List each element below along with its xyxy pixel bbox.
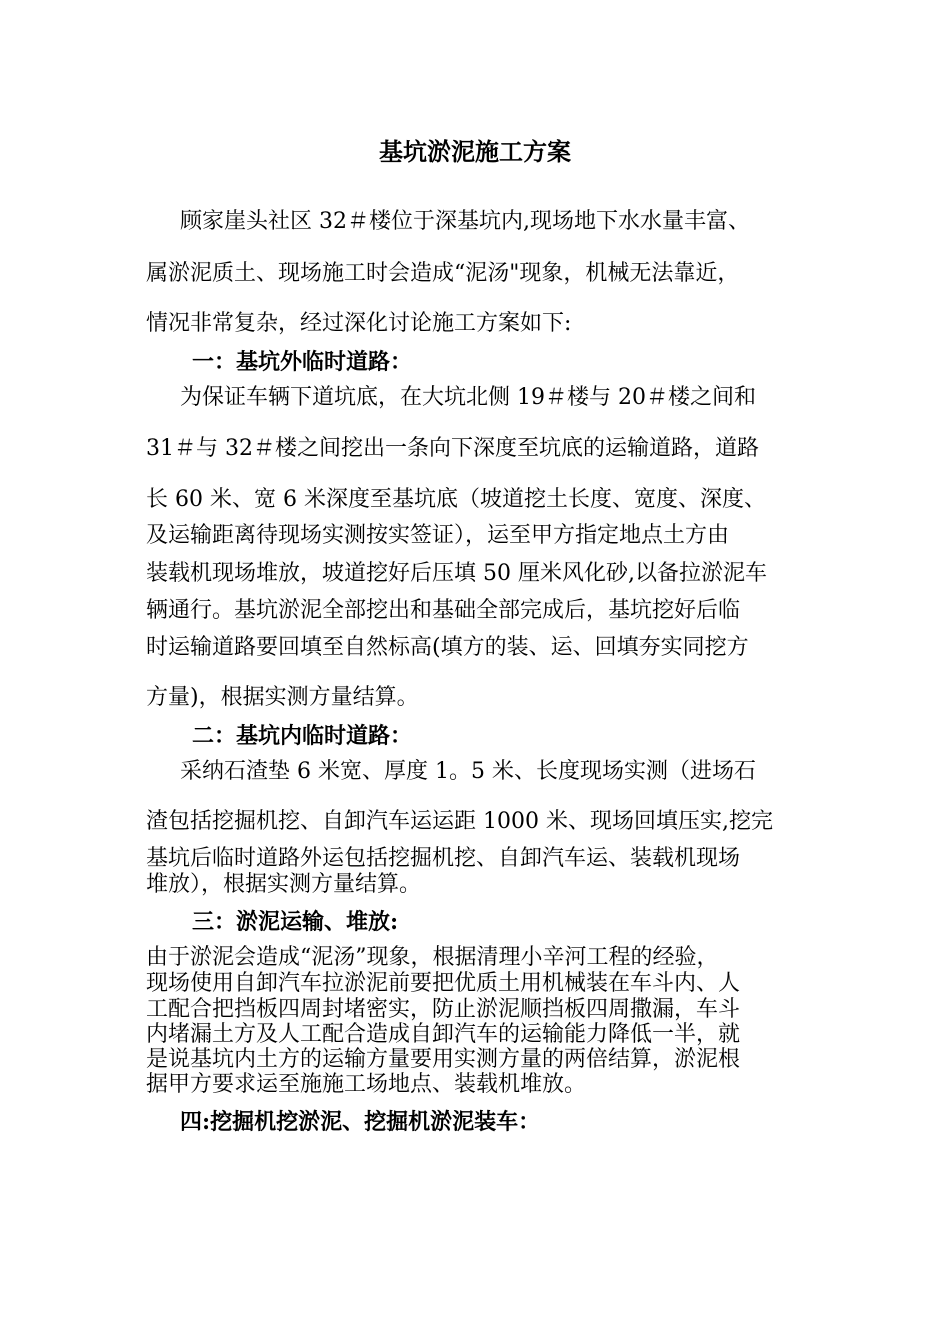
section-3-line: 是说基坑内土方的运输方量要用实测方量的两倍结算，淤泥根 [146, 1047, 741, 1072]
section-3-line: 据甲方要求运至施施工场地点、装载机堆放。 [146, 1072, 587, 1097]
section-1-line: 辆通行。基坑淤泥全部挖出和基础全部完成后，基坑挖好后临 [146, 598, 741, 623]
section-1-line: 31＃与 32＃楼之间挖出一条向下深度至坑底的运输道路，道路 [146, 436, 759, 461]
section-3-heading: 三：淤泥运输、堆放: [192, 909, 399, 935]
intro-line: 顾家崖头社区 32＃楼位于深基坑内,现场地下水水量丰富、 [180, 209, 750, 234]
section-3-line: 现场使用自卸汽车拉淤泥前要把优质土用机械装在车斗内、人 [146, 971, 741, 996]
section-1-line: 装载机现场堆放，坡道挖好后压填 50 厘米风化砂,以备拉淤泥车 [146, 561, 767, 586]
section-4-heading: 四:挖掘机挖淤泥、挖掘机淤泥装车： [180, 1109, 541, 1135]
section-2-heading: 二：基坑内临时道路： [192, 723, 413, 749]
section-3-line: 由于淤泥会造成“泥汤”现象，根据清理小辛河工程的经验， [146, 945, 719, 970]
section-2-line: 堆放），根据实测方量结算。 [146, 872, 422, 897]
section-2-line: 基坑后临时道路外运包括挖掘机挖、自卸汽车运、装载机现场 [146, 846, 741, 871]
section-2-line: 采纳石渣垫 6 米宽、厚度 1。5 米、长度现场实测（进场石 [180, 759, 756, 784]
intro-line: 情况非常复杂，经过深化讨论施工方案如下: [146, 311, 572, 336]
section-3-line: 工配合把挡板四周封堵密实，防止淤泥顺挡板四周撒漏，车斗 [146, 997, 741, 1022]
section-1-line: 时运输道路要回填至自然标高(填方的装、运、回填夯实同挖方 [146, 635, 749, 660]
section-1-line: 为保证车辆下道坑底，在大坑北侧 19＃楼与 20＃楼之间和 [180, 385, 756, 410]
section-1-line: 方量)，根据实测方量结算。 [146, 685, 419, 710]
section-1-line: 及运输距离待现场实测按实签证），运至甲方指定地点土方由 [146, 523, 730, 548]
section-1-line: 长 60 米、宽 6 米深度至基坑底（坡道挖土长度、宽度、深度、 [146, 487, 766, 512]
section-1-heading: 一：基坑外临时道路： [192, 349, 413, 375]
intro-line: 属淤泥质土、现场施工时会造成“泥汤"现象，机械无法靠近， [146, 261, 740, 286]
document-title: 基坑淤泥施工方案 [379, 137, 571, 166]
section-3-line: 内堵漏土方及人工配合造成自卸汽车的运输能力降低一半，就 [146, 1022, 741, 1047]
section-2-line: 渣包括挖掘机挖、自卸汽车运运距 1000 米、现场回填压实,挖完 [146, 809, 773, 834]
